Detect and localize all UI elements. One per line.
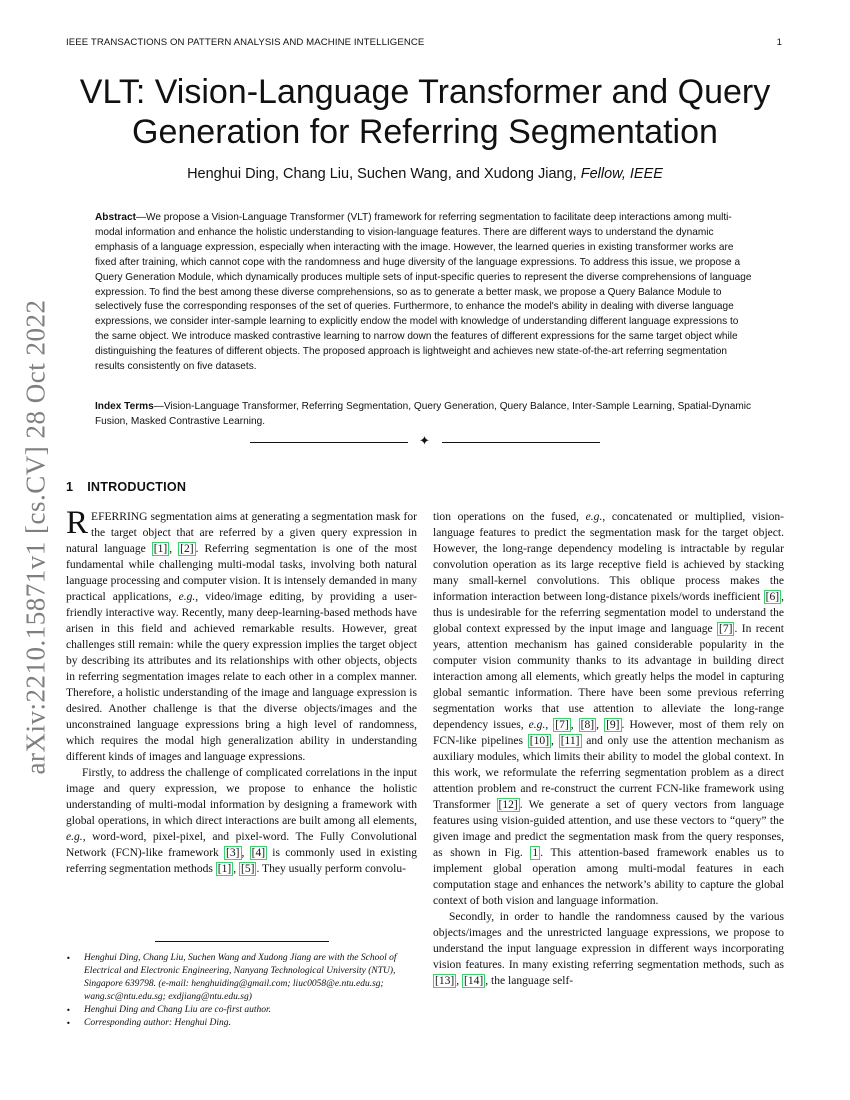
text-run: Secondly, in order to handle the randomness caused by the various objects/images and the unrestricted language expressions, we propose to understand the input language expression in different ways incorporating vision features. In many existing referring segmentation methods, such as <box>433 911 784 971</box>
section-divider <box>250 434 600 453</box>
index-terms-text: —Vision-Language Transformer, Referring Segmentation, Query Generation, Query Balance, Inter-Sample Learning, Spatial-Dynamic Fusion, Masked Contrastive Learning. <box>95 401 752 427</box>
text-run-italic: e.g. <box>528 719 546 731</box>
citation-link[interactable]: [7] <box>719 623 733 635</box>
citation-link[interactable]: [6] <box>765 591 780 603</box>
text-run: Firstly, to address the challenge of complicated correlations in the input image and query expression, we propose to enhance the holistic understanding of multi-modal information by designing a framework with global operations, in which direct interactions are built among all elements, <box>66 767 417 827</box>
text-run-italic: e.g. <box>178 591 196 603</box>
page-number: 1 <box>776 37 782 48</box>
text-run-italic: e.g. <box>585 511 603 523</box>
text-run: tion operations on the fused, <box>433 511 586 523</box>
citation-link[interactable]: [11] <box>560 735 580 747</box>
body-column-left <box>66 505 417 877</box>
footnote-rule <box>155 941 329 942</box>
citation-link[interactable]: [12] <box>498 799 518 811</box>
text-run: , <box>551 735 559 747</box>
citation-link[interactable]: [1] <box>217 863 232 875</box>
text-run: . In recent years, attention mechanism has gained considerable popularity in the computer vision community thanks to its advantage in building direct interaction among all elements, which greatly helps the model in capturing global semantic information. There have been some previous referring segmentation works that use attention to alleviate the long-range dependency issues, <box>433 623 785 731</box>
text-run: , thus is undesirable for the referring segmentation model to understand the global context expressed by the input image and language <box>433 591 784 635</box>
citation-link[interactable]: [10] <box>529 735 550 747</box>
divider-line-left <box>250 442 408 443</box>
paragraph <box>66 505 417 765</box>
running-header: IEEE TRANSACTIONS ON PATTERN ANALYSIS AND MACHINE INTELLIGENCE <box>66 37 425 48</box>
divider-diamond-icon: ✦ <box>419 434 430 449</box>
text-run: is commonly used in existing referring segmentation methods <box>66 847 417 875</box>
footnote <box>66 1004 417 1017</box>
text-run: , <box>169 543 179 555</box>
section-number: 1 <box>66 480 74 494</box>
bullet-icon: • <box>66 1006 71 1016</box>
citation-link[interactable]: [1] <box>153 543 168 555</box>
citation-link[interactable]: [2] <box>180 543 194 555</box>
text-run: . They usually perform convolu- <box>256 863 407 875</box>
index-terms <box>95 400 755 430</box>
arxiv-stamp[interactable]: arXiv:2210.15871v1 [cs.CV] 28 Oct 2022 <box>20 299 51 775</box>
text-run-italic: e.g. <box>66 831 83 843</box>
footnote-text: Corresponding author: Henghui Ding. <box>84 1018 231 1029</box>
abstract <box>95 211 755 375</box>
citation-link[interactable]: [5] <box>241 863 255 875</box>
text-run: . We generate a set of query vectors from language features using vision-guided attention, and use these vectors to “query” the given image and predict the segmentation mask from the query responses, as shown in Fig. <box>433 799 785 859</box>
footnotes <box>66 952 417 1031</box>
divider-line-right <box>442 442 600 443</box>
paragraph <box>433 509 784 909</box>
text-run: , <box>456 975 463 987</box>
citation-link[interactable]: [4] <box>251 847 266 859</box>
text-run: . However, most of them rely on FCN-like pipelines <box>433 719 784 747</box>
citation-link[interactable]: [13] <box>435 975 455 987</box>
footnote-text: Henghui Ding, Chang Liu, Suchen Wang and Xudong Jiang are with the School of Electrical and Electronic Engineering, Nanyang Technological University (NTU), Singapore 639798. (e-mail: henghuiding@gmail.com; liuc0058@e.ntu.edu.sg; wang.sc@ntu.edu.sg; exdjiang@ntu.edu.sg) <box>84 953 397 1003</box>
bullet-icon: • <box>66 954 71 963</box>
citation-link[interactable]: [8] <box>580 719 595 731</box>
section-title: INTRODUCTION <box>87 480 187 494</box>
text-run: segmentation aims at generating a segmentation mask for the target object that are referred by a given query expression in natural language <box>66 511 417 555</box>
text-run: . Referring segmentation is one of the most fundamental while challenging multi-modal tasks, involving both natural language processing and computer vision. It is intensely demanded in many practical applications, <box>66 543 417 603</box>
abstract-text: —We propose a Vision-Language Transformer (VLT) framework for referring segmentation to facilitate deep interactions among multi-modal information and enhance the holistic understanding to vision-language features. There are different ways to understand the dynamic emphasis of a language expression, especially when interacting with the image. However, the learned queries in existing transformer works are fixed after training, which cannot cope with the randomness and huge diversity of the language expressions. To address this issue, we propose a Query Generation Module, which dynamically produces multiple sets of input-specific queries to represent the diverse comprehensions of language expression. To find the best among these diverse comprehensions, so as to generate a better mask, we propose a Query Balance Module to selectively fuse the corresponding responses of the set of queries. Furthermore, to enhance the model's ability in dealing with diverse language expressions, we consider inter-sample learning to explicitly endow the model with knowledge of understanding different language expressions to the same object. We introduce masked contrastive learning to narrow down the features of different expressions for the same target object while distinguishing the features of different objects. The proposed approach is lightweight and achieves new state-of-the-art referring segmentation results consistently on five datasets. <box>95 212 752 373</box>
citation-link[interactable]: [3] <box>226 847 240 859</box>
text-run: , concatenated or multiplied, vision-language features to predict the segmentation mask for the target object. However, the long-range dependency modeling is intractable by regular convolution operation as its large receptive field is achieved by stacking many small-kernel convolutions. This oblique process makes the information interaction between long-distance pixels/words inefficient <box>433 511 784 603</box>
abstract-label: Abstract <box>95 212 136 223</box>
index-terms-label: Index Terms <box>95 401 154 412</box>
text-run: , <box>241 847 250 859</box>
section-heading <box>66 480 186 494</box>
footnote-text: Henghui Ding and Chang Liu are co-first author. <box>84 1005 272 1016</box>
author-names: Henghui Ding, Chang Liu, Suchen Wang, and Xudong Jiang, <box>187 166 577 182</box>
citation-link[interactable]: [9] <box>606 719 620 731</box>
drop-cap: R <box>66 505 89 541</box>
bullet-icon: • <box>66 1019 71 1029</box>
paragraph <box>433 909 784 989</box>
text-run: , word-word, pixel-pixel, and pixel-word. The Fully Convolutional Network (FCN)-like framework <box>66 831 417 859</box>
body-column-right <box>433 509 784 989</box>
footnote <box>66 952 417 1004</box>
text-run: , <box>545 719 554 731</box>
smallcaps-lead: EFERRING <box>91 511 148 523</box>
citation-link[interactable]: [14] <box>464 975 484 987</box>
text-run: , <box>570 719 579 731</box>
footnote <box>66 1017 417 1030</box>
text-run: , <box>596 719 605 731</box>
author-list <box>70 166 780 182</box>
text-run: , the language self- <box>485 975 574 987</box>
text-run: , video/image editing, by providing a user-friendly interactive way. Recently, many deep-learning-based methods have arisen in this field and achieved remarkable results. However, great challenges still remain: while the query expression implies the target object by describing its attributes and its relationships with other objects, objects in referring segmentation images relate to each other in a complex manner. Therefore, a holistic understanding of the image and language expression is desired. Another challenge is that the diverse objects/images and the unconstrained language expressions bring a high level of randomness, which requires the modal high generalization ability in understanding different kinds of images and language expressions. <box>66 591 417 763</box>
citation-link[interactable]: [7] <box>555 719 569 731</box>
text-run: and only use the attention mechanism as auxiliary modules, which limits their ability to model the global context. In this work, we reformulate the referring segmentation problem as a direct attention problem and re-construct the current FCN-like framework using Transformer <box>433 735 784 811</box>
paper-title: VLT: Vision-Language Transformer and Query Generation for Referring Segmentation <box>79 73 771 151</box>
text-run: . This attention-based framework enables us to implement global operation among multi-modal features in each computation stage and enhances the network’s ability to capture the global context of both vision and language information. <box>433 847 784 907</box>
text-run: , <box>233 863 239 875</box>
paragraph <box>66 765 417 877</box>
author-fellow: Fellow, IEEE <box>580 166 663 182</box>
figure-link[interactable]: 1 <box>532 847 539 859</box>
